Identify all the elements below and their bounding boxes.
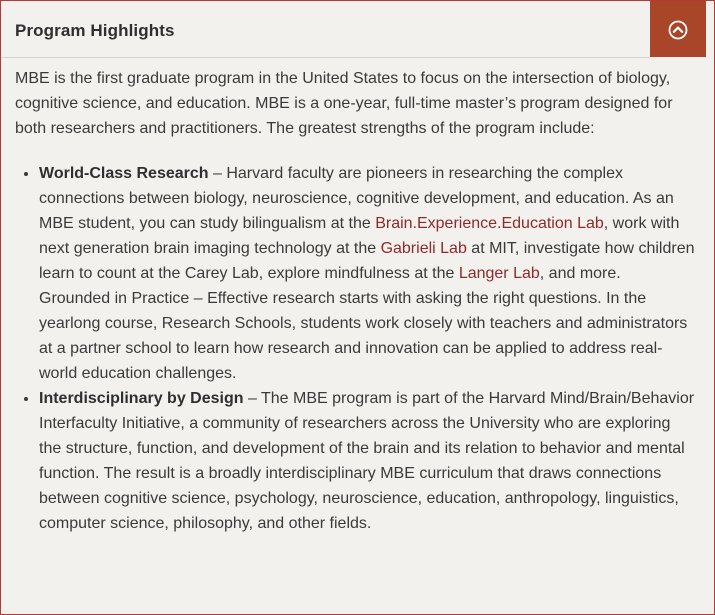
- highlights-list: [15, 161, 695, 536]
- panel-header[interactable]: [1, 1, 714, 57]
- item-text: , and more. Grounded in Practice – Effective research starts with asking the right questions. In the yearlong course, Research Schools, students work closely with teachers and administrators at a partner school to learn how research and innovation can be applied to address real-world education challenges.: [39, 265, 688, 382]
- panel-title: Program Highlights: [15, 21, 175, 40]
- collapse-toggle-button[interactable]: [650, 1, 706, 57]
- list-item: [39, 386, 695, 536]
- item-text: at MIT, investigate how children learn to count at the Carey Lab, explore mindfulness at the: [39, 240, 695, 282]
- intro-paragraph: MBE is the first graduate program in the United States to focus on the intersection of biology, cognitive science, and education. MBE is a one-year, full-time master’s program designed for both researchers and practitioners. The greatest strengths of the program include:: [15, 70, 673, 137]
- panel-body: [15, 66, 695, 536]
- item-text: – Harvard faculty are pioneers in researching the complex connections between biology, neuroscience, cognitive development, and education. As an MBE student, you can study bilingualism at the: [39, 165, 674, 232]
- link-brain-experience-education-lab[interactable]: Brain.Experience.Education Lab: [375, 215, 604, 232]
- chevron-up-circle-icon: [668, 20, 688, 40]
- link-langer-lab[interactable]: Langer Lab: [458, 265, 540, 282]
- item-heading: World-Class Research: [39, 165, 209, 182]
- item-text: – The MBE program is part of the Harvard Mind/Brain/Behavior Interfaculty Initiative, a community of researchers across the University who are exploring the structure, function, and development of the brain and its relation to behavior and mental function. The result is a broadly interdisciplinary MBE curriculum that draws connections between cognitive science, psychology, neuroscience, education, anthropology, linguistics, computer science, philosophy, and other fields.: [39, 390, 695, 532]
- item-heading: Interdisciplinary by Design: [39, 390, 244, 407]
- header-divider: [1, 57, 650, 58]
- item-text: , work with next generation brain imaging technology at the: [39, 215, 680, 257]
- link-gabrieli-lab[interactable]: Gabrieli Lab: [380, 240, 467, 257]
- list-item: [39, 161, 695, 386]
